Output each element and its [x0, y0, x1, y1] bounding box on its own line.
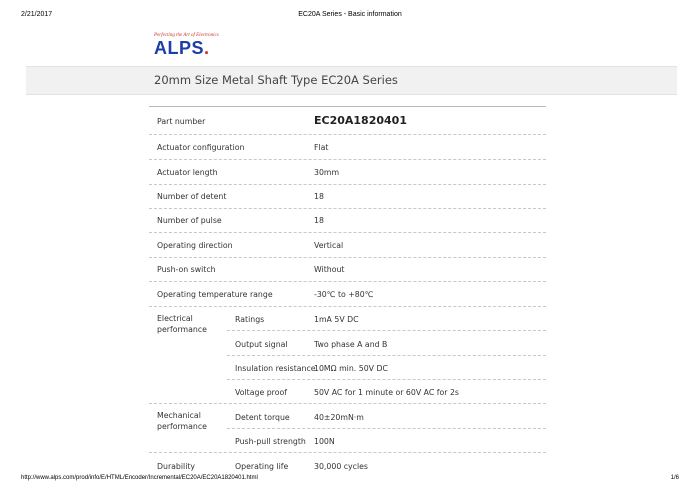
spec-row-operating-temperature-range	[149, 282, 546, 307]
spec-row-voltage-proof	[149, 379, 546, 404]
print-date: 2/21/2017	[21, 11, 53, 18]
spec-sublabel: Push-pull strength	[235, 437, 306, 446]
spec-label: Actuator configuration	[157, 143, 245, 152]
spec-label: Number of pulse	[157, 216, 222, 225]
spec-row-output-signal	[227, 331, 546, 356]
spec-value: Vertical	[314, 241, 344, 250]
spec-row-part-number	[149, 107, 546, 135]
spec-value: 10MΩ min. 50V DC	[314, 364, 388, 373]
alps-logo[interactable]	[154, 33, 226, 57]
spec-row-push-pull-strength	[149, 428, 546, 453]
spec-row-operating-direction	[149, 233, 546, 258]
spec-value: Without	[314, 265, 345, 274]
spec-value: 18	[314, 192, 324, 201]
spec-value: 30mm	[314, 168, 340, 177]
page-title: 20mm Size Metal Shaft Type EC20A Series	[154, 73, 398, 87]
spec-value: 50V AC for 1 minute or 60V AC for 2s	[314, 388, 459, 397]
spec-value: 30,000 cycles	[314, 462, 368, 471]
spec-sublabel: Ratings	[235, 315, 265, 324]
print-url: http://www.alps.com/prod/info/E/HTML/Encoder/Incremental/EC20A/EC20A1820401.html	[21, 475, 258, 481]
spec-sublabel: Output signal	[235, 340, 288, 349]
spec-value: Two phase A and B	[314, 340, 388, 349]
spec-value: 18	[314, 216, 324, 225]
spec-row-operating-life	[149, 453, 546, 473]
spec-table	[149, 106, 546, 471]
spec-value: 1mA 5V DC	[314, 315, 359, 324]
spec-group-label: Durability	[157, 462, 196, 471]
print-title: EC20A Series - Basic information	[298, 11, 402, 18]
spec-label: Operating temperature range	[157, 290, 273, 299]
title-band	[26, 66, 677, 95]
group-label-line: Electrical	[157, 314, 193, 323]
spec-value: Flat	[314, 143, 329, 152]
spec-value: 40±20mN·m	[314, 413, 364, 422]
spec-row-ratings	[227, 306, 546, 331]
print-page-number: 1/6	[670, 475, 679, 481]
spec-row-push-on-switch	[149, 257, 546, 282]
spec-value: -30℃ to +80℃	[314, 290, 374, 299]
spec-sublabel: Detent torque	[235, 413, 290, 422]
group-label-line: performance	[157, 325, 207, 334]
spec-label: Number of detent	[157, 192, 227, 201]
spec-label: Push-on switch	[157, 265, 216, 274]
spec-sublabel: Operating life	[235, 462, 289, 471]
group-label-line: Mechanical	[157, 411, 201, 420]
spec-sublabel: Insulation resistance	[235, 364, 316, 373]
electrical-performance-group	[157, 313, 207, 335]
part-number-value: EC20A1820401	[314, 114, 407, 127]
spec-row-number-of-pulse	[149, 208, 546, 233]
spec-row-detent-torque	[227, 404, 546, 429]
logo-tagline: Perfecting the Art of Electronics	[154, 33, 219, 38]
group-label-line: performance	[157, 422, 207, 431]
spec-value: 100N	[314, 437, 335, 446]
spec-label: Operating direction	[157, 241, 233, 250]
spec-row-actuator-configuration	[149, 135, 546, 160]
spec-label: Part number	[157, 117, 206, 126]
spec-row-actuator-length	[149, 160, 546, 185]
spec-label: Actuator length	[157, 168, 218, 177]
spec-row-number-of-detent	[149, 184, 546, 209]
logo-brand: ALPS.	[154, 38, 210, 58]
spec-row-insulation-resistance	[227, 355, 546, 380]
spec-sublabel: Voltage proof	[235, 388, 287, 397]
